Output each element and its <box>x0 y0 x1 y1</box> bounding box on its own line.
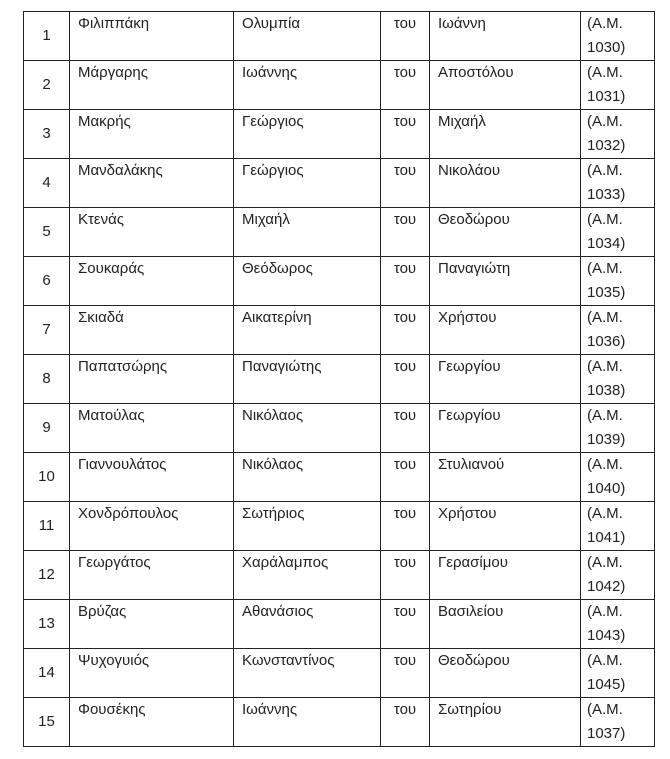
registry-number-label: (Α.Μ. <box>587 554 623 571</box>
registry-number-cell <box>581 306 655 355</box>
surname-cell: Μάργαρης <box>70 61 234 110</box>
father-name-cell: Θεοδώρου <box>430 649 581 698</box>
first-name-cell: Ολυμπία <box>234 12 381 61</box>
row-number-cell: 7 <box>24 306 70 355</box>
first-name-cell: Θεόδωρος <box>234 257 381 306</box>
father-name-cell: Χρήστου <box>430 502 581 551</box>
connector-cell: του <box>381 208 430 257</box>
registry-number-value: 1037) <box>587 725 626 742</box>
first-name-cell: Ιωάννης <box>234 61 381 110</box>
surname-cell: Παπατσώρης <box>70 355 234 404</box>
surname-cell: Φιλιππάκη <box>70 12 234 61</box>
registry-number-value: 1030) <box>587 39 626 56</box>
registry-number-label: (Α.Μ. <box>587 309 623 326</box>
registry-number-value: 1041) <box>587 529 626 546</box>
row-number-cell: 2 <box>24 61 70 110</box>
father-name-cell: Ιωάννη <box>430 12 581 61</box>
registry-number-label: (Α.Μ. <box>587 603 623 620</box>
registry-number-label: (Α.Μ. <box>587 162 623 179</box>
registry-number-label: (Α.Μ. <box>587 260 623 277</box>
connector-cell: του <box>381 698 430 747</box>
registry-number-cell <box>581 551 655 600</box>
surname-cell: Χονδρόπουλος <box>70 502 234 551</box>
connector-cell: του <box>381 600 430 649</box>
row-number-cell: 15 <box>24 698 70 747</box>
first-name-cell: Κωνσταντίνος <box>234 649 381 698</box>
registry-number-label: (Α.Μ. <box>587 113 623 130</box>
registry-number-label: (Α.Μ. <box>587 701 623 718</box>
row-number-cell: 9 <box>24 404 70 453</box>
table-row <box>24 110 655 159</box>
father-name-cell: Νικολάου <box>430 159 581 208</box>
father-name-cell: Σωτηρίου <box>430 698 581 747</box>
registry-number-cell <box>581 12 655 61</box>
surname-cell: Βρύζας <box>70 600 234 649</box>
table-row <box>24 551 655 600</box>
first-name-cell: Αικατερίνη <box>234 306 381 355</box>
registry-number-value: 1039) <box>587 431 626 448</box>
registry-number-label: (Α.Μ. <box>587 211 623 228</box>
table-row <box>24 159 655 208</box>
registry-number-value: 1032) <box>587 137 626 154</box>
table-row <box>24 208 655 257</box>
connector-cell: του <box>381 502 430 551</box>
surname-cell: Κτενάς <box>70 208 234 257</box>
table-row <box>24 600 655 649</box>
registry-number-cell <box>581 159 655 208</box>
table-row <box>24 453 655 502</box>
first-name-cell: Σωτήριος <box>234 502 381 551</box>
surname-cell: Γεωργάτος <box>70 551 234 600</box>
father-name-cell: Παναγιώτη <box>430 257 581 306</box>
registry-number-label: (Α.Μ. <box>587 64 623 81</box>
father-name-cell: Στυλιανού <box>430 453 581 502</box>
registry-number-value: 1033) <box>587 186 626 203</box>
connector-cell: του <box>381 306 430 355</box>
registry-number-cell <box>581 208 655 257</box>
table-row <box>24 698 655 747</box>
registry-number-cell <box>581 453 655 502</box>
first-name-cell: Παναγιώτης <box>234 355 381 404</box>
father-name-cell: Βασιλείου <box>430 600 581 649</box>
surname-cell: Ψυχογυιός <box>70 649 234 698</box>
connector-cell: του <box>381 649 430 698</box>
registry-number-cell <box>581 61 655 110</box>
registry-number-value: 1035) <box>587 284 626 301</box>
registry-number-label: (Α.Μ. <box>587 15 623 32</box>
table-row <box>24 502 655 551</box>
names-table <box>23 11 655 747</box>
father-name-cell: Αποστόλου <box>430 61 581 110</box>
table-row <box>24 12 655 61</box>
row-number-cell: 13 <box>24 600 70 649</box>
registry-number-cell <box>581 110 655 159</box>
surname-cell: Σουκαράς <box>70 257 234 306</box>
father-name-cell: Μιχαήλ <box>430 110 581 159</box>
registry-number-value: 1036) <box>587 333 626 350</box>
registry-number-label: (Α.Μ. <box>587 456 623 473</box>
registry-number-value: 1031) <box>587 88 626 105</box>
connector-cell: του <box>381 257 430 306</box>
registry-number-label: (Α.Μ. <box>587 407 623 424</box>
row-number-cell: 3 <box>24 110 70 159</box>
connector-cell: του <box>381 453 430 502</box>
table-row <box>24 649 655 698</box>
table-row <box>24 257 655 306</box>
registry-number-cell <box>581 698 655 747</box>
connector-cell: του <box>381 61 430 110</box>
table-row <box>24 355 655 404</box>
first-name-cell: Νικόλαος <box>234 404 381 453</box>
registry-number-value: 1045) <box>587 676 626 693</box>
registry-number-label: (Α.Μ. <box>587 505 623 522</box>
table-row <box>24 61 655 110</box>
first-name-cell: Γεώργιος <box>234 110 381 159</box>
registry-number-label: (Α.Μ. <box>587 358 623 375</box>
registry-number-cell <box>581 502 655 551</box>
surname-cell: Μανδαλάκης <box>70 159 234 208</box>
first-name-cell: Μιχαήλ <box>234 208 381 257</box>
surname-cell: Γιαννουλάτος <box>70 453 234 502</box>
connector-cell: του <box>381 159 430 208</box>
first-name-cell: Νικόλαος <box>234 453 381 502</box>
row-number-cell: 4 <box>24 159 70 208</box>
registry-number-label: (Α.Μ. <box>587 652 623 669</box>
registry-number-cell <box>581 404 655 453</box>
registry-number-value: 1034) <box>587 235 626 252</box>
surname-cell: Ματούλας <box>70 404 234 453</box>
table-row <box>24 404 655 453</box>
father-name-cell: Χρήστου <box>430 306 581 355</box>
row-number-cell: 14 <box>24 649 70 698</box>
first-name-cell: Αθανάσιος <box>234 600 381 649</box>
row-number-cell: 1 <box>24 12 70 61</box>
names-table-body <box>24 12 655 747</box>
registry-number-cell <box>581 649 655 698</box>
connector-cell: του <box>381 355 430 404</box>
row-number-cell: 5 <box>24 208 70 257</box>
surname-cell: Φουσέκης <box>70 698 234 747</box>
row-number-cell: 6 <box>24 257 70 306</box>
surname-cell: Σκιαδά <box>70 306 234 355</box>
connector-cell: του <box>381 404 430 453</box>
registry-number-value: 1038) <box>587 382 626 399</box>
father-name-cell: Θεοδώρου <box>430 208 581 257</box>
registry-number-value: 1043) <box>587 627 626 644</box>
father-name-cell: Γεωργίου <box>430 355 581 404</box>
father-name-cell: Γερασίμου <box>430 551 581 600</box>
connector-cell: του <box>381 12 430 61</box>
registry-number-cell <box>581 600 655 649</box>
first-name-cell: Γεώργιος <box>234 159 381 208</box>
surname-cell: Μακρής <box>70 110 234 159</box>
registry-number-value: 1042) <box>587 578 626 595</box>
row-number-cell: 8 <box>24 355 70 404</box>
row-number-cell: 10 <box>24 453 70 502</box>
row-number-cell: 11 <box>24 502 70 551</box>
first-name-cell: Ιωάννης <box>234 698 381 747</box>
registry-number-value: 1040) <box>587 480 626 497</box>
father-name-cell: Γεωργίου <box>430 404 581 453</box>
registry-number-cell <box>581 257 655 306</box>
row-number-cell: 12 <box>24 551 70 600</box>
connector-cell: του <box>381 551 430 600</box>
connector-cell: του <box>381 110 430 159</box>
table-row <box>24 306 655 355</box>
registry-number-cell <box>581 355 655 404</box>
first-name-cell: Χαράλαμπος <box>234 551 381 600</box>
